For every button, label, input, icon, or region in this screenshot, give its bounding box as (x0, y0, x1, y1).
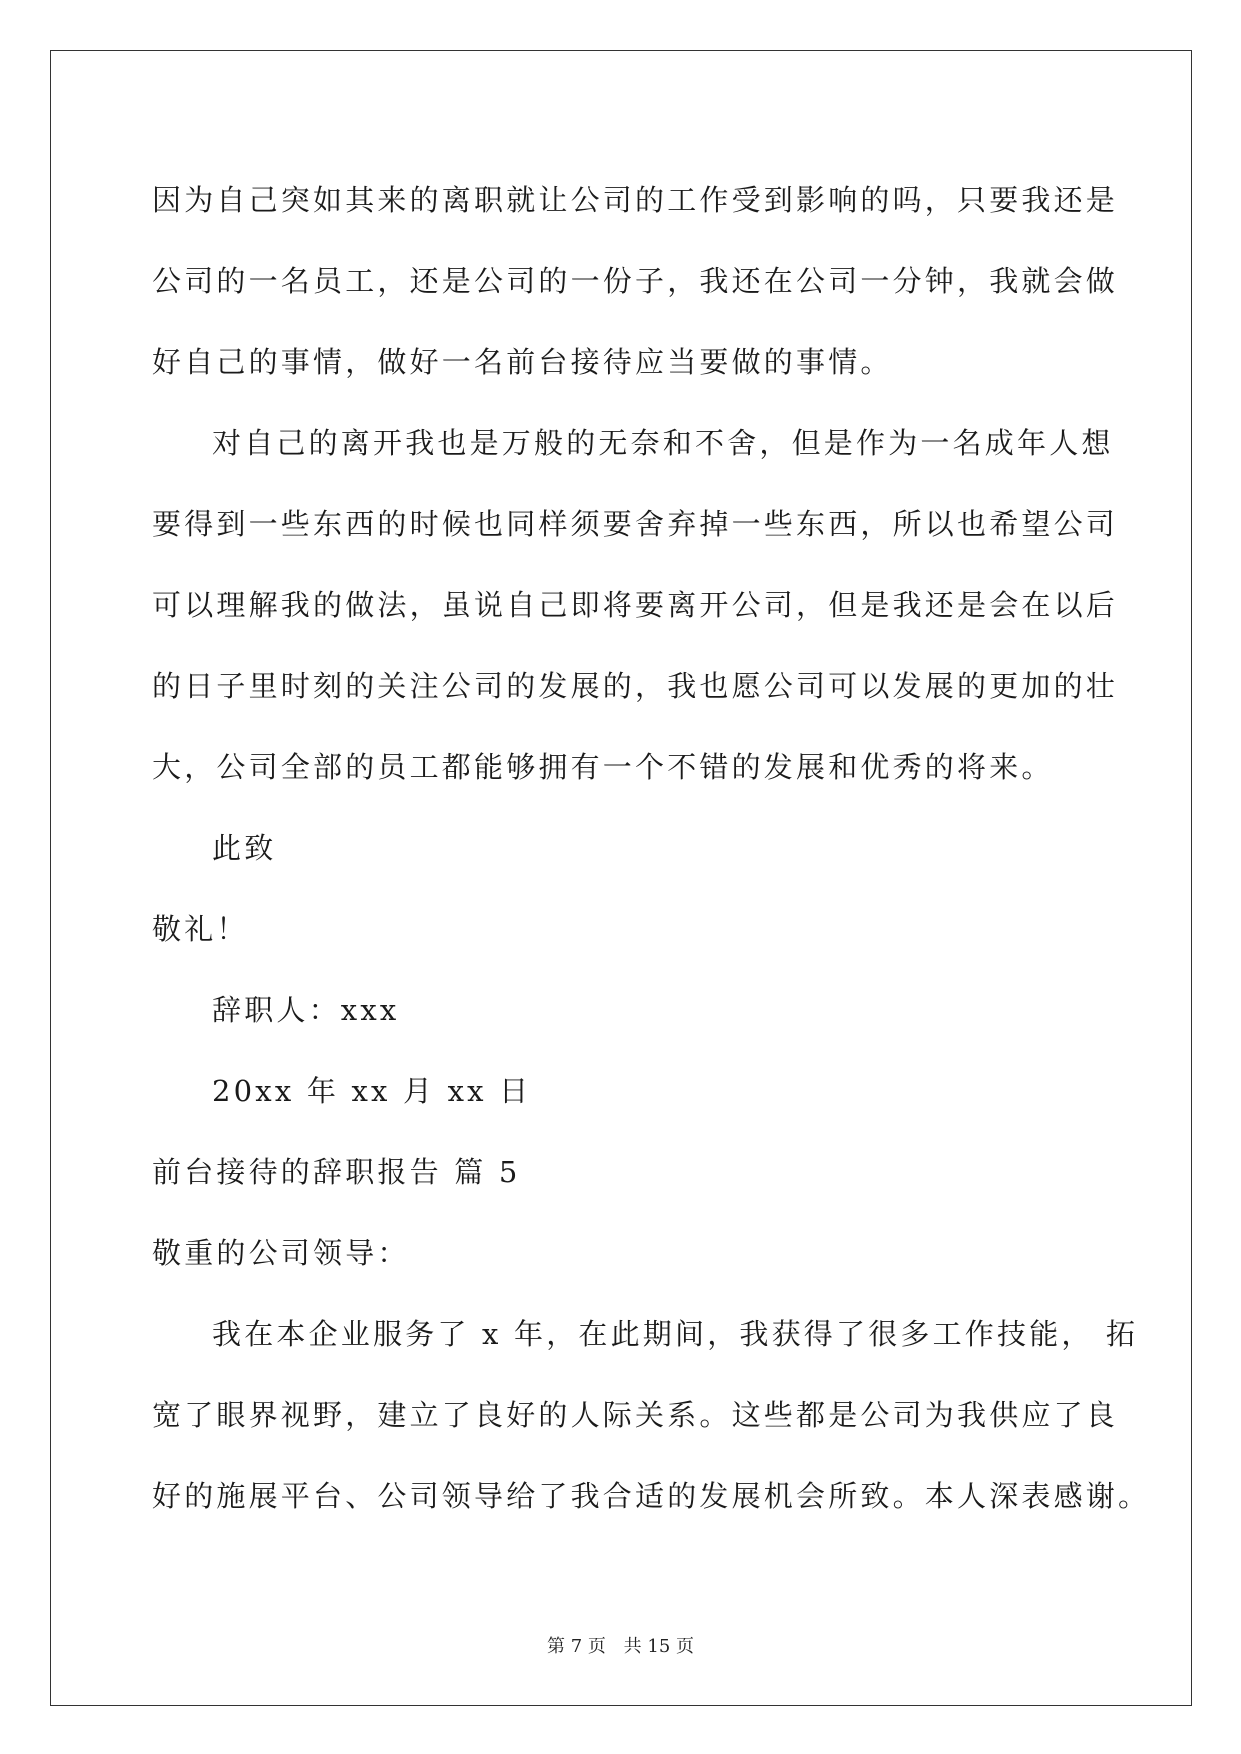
paragraph-line: 好自己的事情，做好一名前台接待应当要做的事情。 (152, 345, 893, 379)
closing-salutation: 此致 (212, 831, 277, 865)
paragraph-line: 可以理解我的做法，虽说自己即将要离开公司，但是我还是会在以后 (152, 588, 1119, 622)
paragraph-line: 因为自己突如其来的离职就让公司的工作受到影响的吗，只要我还是 (152, 183, 1119, 217)
paragraph-line: 大，公司全部的员工都能够拥有一个不错的发展和优秀的将来。 (152, 750, 1054, 784)
section-title: 前台接待的辞职报告 篇 5 (152, 1155, 521, 1189)
paragraph-line: 我在本企业服务了 x 年，在此期间，我获得了很多工作技能， 拓 (212, 1317, 1139, 1351)
page-total: 共 15 页 (623, 1636, 694, 1657)
paragraph-line: 要得到一些东西的时候也同样须要舍弃掉一些东西，所以也希望公司 (152, 507, 1119, 541)
document-body (152, 160, 1151, 1537)
signature-name: 辞职人：xxx (212, 993, 400, 1027)
page-number: 第 7 页 (547, 1636, 606, 1657)
paragraph-line: 对自己的离开我也是万般的无奈和不舍，但是作为一名成年人想 (212, 426, 1114, 460)
paragraph-line: 的日子里时刻的关注公司的发展的，我也愿公司可以发展的更加的壮 (152, 669, 1119, 703)
greeting: 敬重的公司领导： (152, 1236, 410, 1270)
paragraph-line: 宽了眼界视野，建立了良好的人际关系。这些都是公司为我供应了良 (152, 1398, 1119, 1432)
signature-date: 20xx 年 xx 月 xx 日 (212, 1074, 532, 1108)
page-footer (0, 1632, 1241, 1658)
paragraph-line: 公司的一名员工，还是公司的一份子，我还在公司一分钟，我就会做 (152, 264, 1119, 298)
paragraph-line: 好的施展平台、公司领导给了我合适的发展机会所致。本人深表感谢。 (152, 1479, 1151, 1513)
closing-regards: 敬礼！ (152, 912, 249, 946)
